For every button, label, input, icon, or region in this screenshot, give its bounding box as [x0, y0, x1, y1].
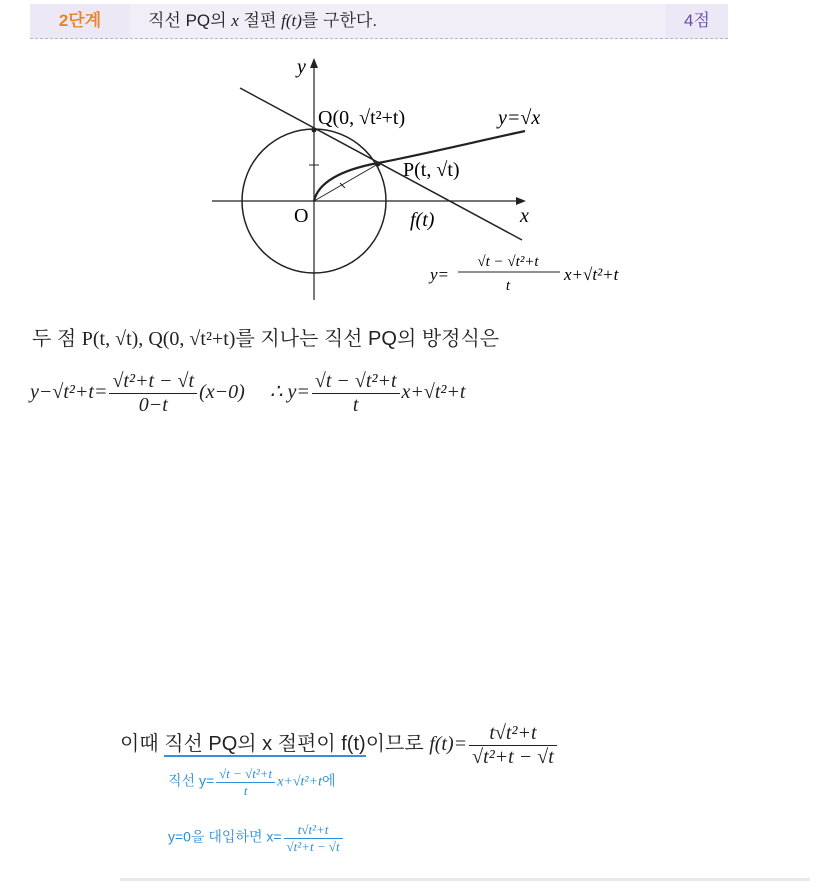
body-line-1: 두 점 P(t, √t), Q(0, √t²+t)를 지나는 직선 PQ의 방정식은	[32, 328, 500, 350]
line-eq-den: t	[505, 278, 511, 294]
step-title: 직선 PQ의 x 절편 f(t)를 구한다.	[148, 11, 378, 30]
point-q-dot	[312, 128, 317, 133]
conclusion-line: 이때 직선 PQ의 x 절편이 f(t)이므로 f(t)= $\frac{\text{t√t²+t}}{\text{√t²+t − √t}}$	[120, 722, 559, 769]
point-p-dot	[376, 162, 381, 167]
points-badge: 4점	[666, 4, 728, 38]
line-eq-num: √t − √t²+t	[477, 254, 539, 270]
point-p-label: P(t, √t)	[403, 159, 460, 181]
x-axis-arrow	[516, 197, 526, 205]
equation-line: y−√t²+t= $\frac{\text{√t²+t − √t}}{0-t}$ (x−0) ∴ y= $\frac{\text{√t − √t²+t}}{t}$ x+√t²+t	[30, 370, 466, 416]
underlined-phrase: 직선 PQ의 x 절편이 f(t)	[164, 733, 366, 756]
note-fraction-2: $\frac{\text{t√t²+t}}{\text{√t²+t − √t}}$	[284, 822, 343, 855]
point-q-label: Q(0, √t²+t)	[318, 107, 406, 129]
curve-label: y=√x	[498, 107, 541, 129]
line-eq-rest: x+√t²+t	[564, 265, 619, 284]
intercept-label: f(t)	[410, 209, 435, 231]
y-axis-label: y	[297, 56, 306, 78]
equation-fraction-1: $\frac{\text{√t²+t − √t}}{0-t}$	[109, 370, 197, 417]
note-fraction-1: $\frac{\text{√t − √t²+t}}{t}$	[216, 766, 275, 799]
origin-label: O	[294, 205, 309, 227]
equation-fraction-2: $\frac{\text{√t − √t²+t}}{t}$	[312, 370, 400, 417]
note-line-2: y=0을 대입하면 x= $\frac{\text{t√t²+t}}{\text{√t²+t − √t}}$	[168, 822, 345, 855]
conclusion-fraction: $\frac{\text{t√t²+t}}{\text{√t²+t − √t}}$	[469, 722, 557, 769]
bottom-divider	[120, 878, 810, 881]
x-axis-label: x	[520, 205, 529, 227]
graph-figure	[0, 40, 823, 300]
step-badge: 2단계	[30, 4, 130, 38]
step-header	[30, 4, 728, 39]
line-eq-lhs: y=	[430, 265, 450, 284]
note-line-1: 직선 y= $\frac{\text{√t − √t²+t}}{t}$ x+√t²+t에	[168, 766, 336, 798]
radius-op	[314, 164, 378, 201]
y-axis-arrow	[310, 58, 318, 68]
